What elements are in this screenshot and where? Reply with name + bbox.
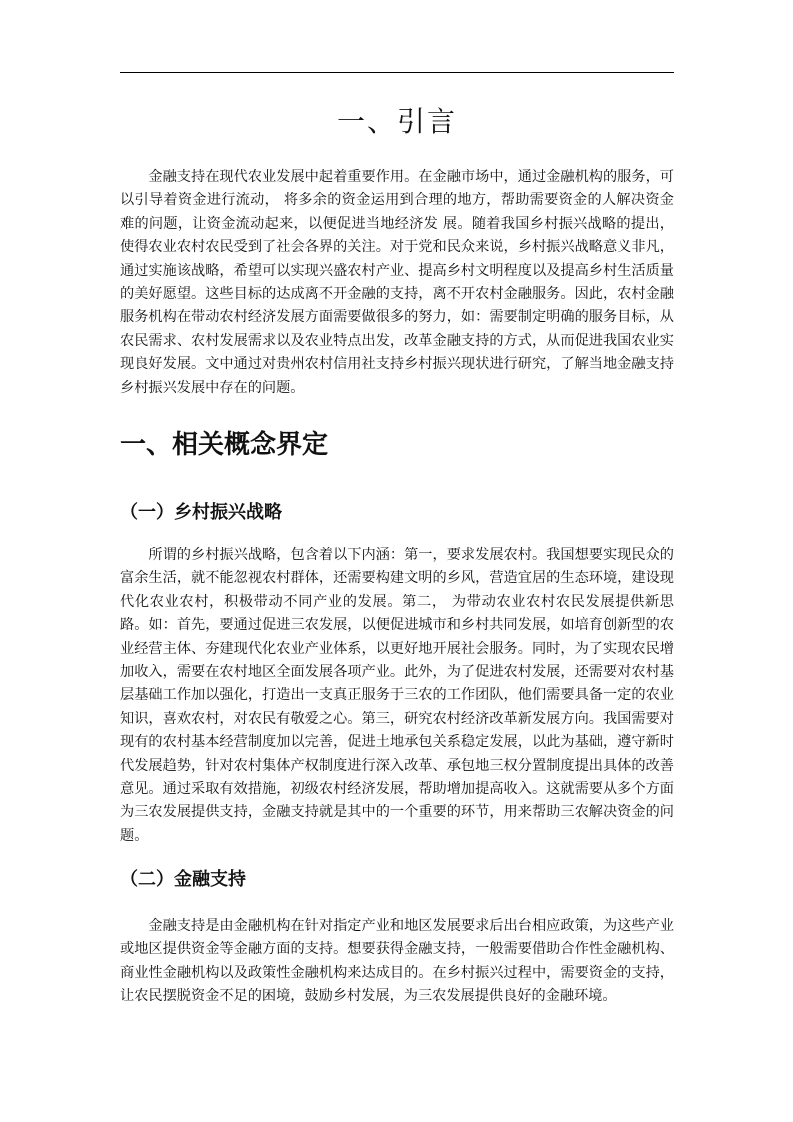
intro-paragraph: 金融支持在现代农业发展中起着重要作用。在金融市场中，通过金融机构的服务，可以引导着资金进行流动， 将多余的资金运用到合理的地方，帮助需要资金的人解决资金难的问题，让资金流动起来，以便促进当地经济发 展。随着我国乡村振兴战略的提出，使得农业农村农民受到了社会各界的关注。对于党和民众来说，乡村振兴战略意义非凡，通过实施该战略，希望可以实现兴盛农村产业、提高乡村文明程度以及提高乡村生活质量的美好愿望。这些目标的达成离不开金融的支持，离不开农村金融服务。因此，农村金融服务机构在带动农村经济发展方面需要做很多的努力，如：需要制定明确的服务目标，从农民需求、农村发展需求以及农业特点出发，改革金融支持的方式，从而促进我国农业实现良好发展。文中通过对贵州农村信用社支持乡村振兴现状进行研究，了解当地金融支持乡村振兴发展中存在的问题。 [120,169,674,396]
rural-revitalization-paragraph: 所谓的乡村振兴战略，包含着以下内涵：第一，要求发展农村。我国想要实现民众的富余生活，就不能忽视农村群体，还需要构建文明的乡风，营造宜居的生态环境，建设现代化农业农村，积极带动不同产业的发展。第二， 为带动农业农村农民发展提供新思路。如：首先，要通过促进三农发展，以便促进城市和乡村共同发展，如培育创新型的农业经营主体、夯建现代化农业产业体系，以更好地开展社会服务。同时，为了实现农民增加收入，需要在农村地区全面发展各项产业。此外，为了促进农村发展，还需要对农村基层基础工作加以强化，打造出一支真正服务于三农的工作团队，他们需要具备一定的农业知识，喜欢农村，对农民有敬爱之心。第三，研究农村经济改革新发展方向。我国需要对现有的农村基本经营制度加以完善，促进土地承包关系稳定发展，以此为基础，遵守新时代发展趋势，针对农村集体产权制度进行深入改革、承包地三权分置制度提出具体的改善意见。通过采取有效措施，初级农村经济发展，帮助增加提高收入。这就需要从多个方面为三农发展提供支持，金融支持就是其中的一个重要的环节，用来帮助三农解决资金的问题。 [120,547,674,844]
header-rule [120,72,674,73]
section-heading: 一、相关概念界定 [120,430,329,460]
subsection-heading-financial-support: （二）金融支持 [120,869,246,890]
page-title: 一、引言 [336,105,457,138]
subsection-heading-rural-revitalization: （一）乡村振兴战略 [120,502,282,523]
financial-support-paragraph: 金融支持是由金融机构在针对指定产业和地区发展要求后出台相应政策，为这些产业或地区提供资金等金融方面的支持。想要获得金融支持，一般需要借助合作性金融机构、商业性金融机构以及政策性金融机构来达成目的。在乡村振兴过程中，需要资金的支持，让农民摆脱资金不足的困境，鼓励乡村发展，为三农发展提供良好的金融环境。 [120,918,674,1005]
